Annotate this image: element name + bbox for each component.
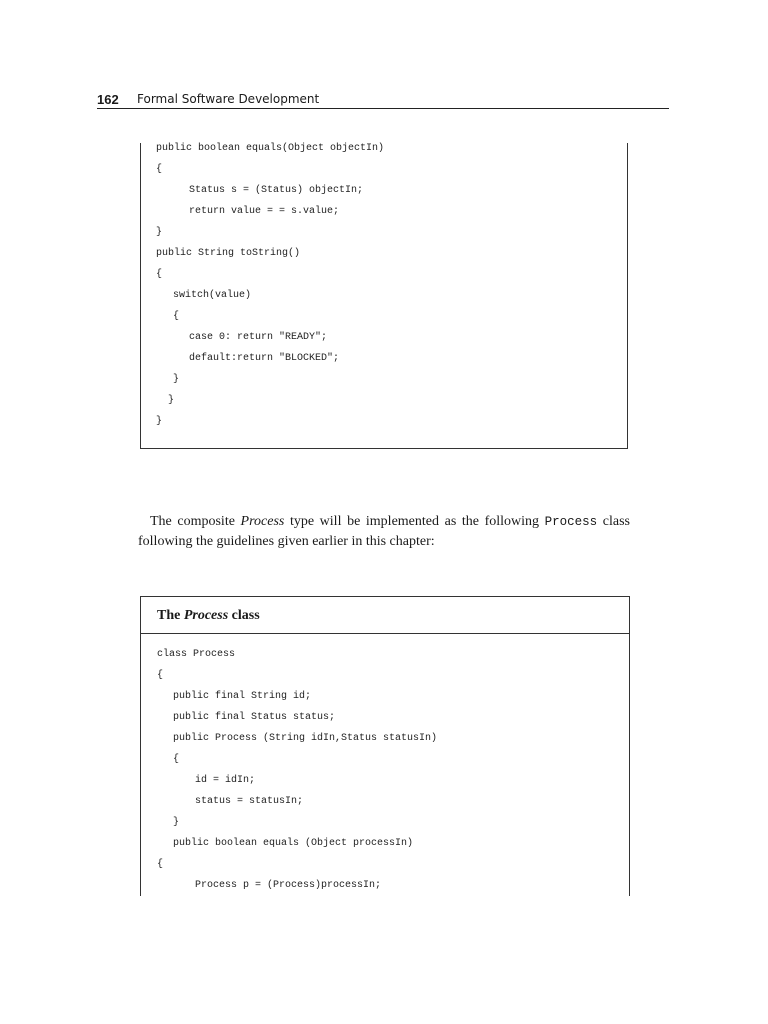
listing-title xyxy=(157,608,260,624)
running-title: Formal Software Development xyxy=(137,92,320,106)
paragraph-emphasis: Process xyxy=(240,514,285,529)
paragraph-text: class following the guidelines given earlier in this chapter: xyxy=(138,514,630,549)
code-line: { xyxy=(173,311,180,322)
code-line: } xyxy=(173,817,180,828)
code-listing-continued xyxy=(140,143,628,449)
page-number: 162 xyxy=(97,92,119,107)
code-line: { xyxy=(156,269,163,280)
paragraph-text: The composite xyxy=(150,514,241,529)
code-line: { xyxy=(157,670,164,681)
paragraph-text: type will be implemented as the following xyxy=(284,514,545,529)
body-paragraph xyxy=(138,512,630,552)
code-line: public Process (String idIn,Status statusIn) xyxy=(173,733,438,744)
code-line: id = idIn; xyxy=(195,775,256,786)
code-line: default:return "BLOCKED"; xyxy=(189,353,340,364)
code-line: public boolean equals (Object processIn) xyxy=(173,838,414,849)
code-line: } xyxy=(156,227,163,238)
code-line: public final Status status; xyxy=(173,712,336,723)
paragraph-code: Process xyxy=(544,515,598,529)
listing-title-prefix: The xyxy=(157,608,184,623)
code-line: status = statusIn; xyxy=(195,796,304,807)
code-line: Process p = (Process)processIn; xyxy=(195,880,382,891)
code-line: public String toString() xyxy=(156,248,301,259)
code-line: public boolean equals(Object objectIn) xyxy=(156,143,385,154)
code-line: case 0: return "READY"; xyxy=(189,332,328,343)
code-line: { xyxy=(156,164,163,175)
listing-title-suffix: class xyxy=(228,608,260,623)
code-line: { xyxy=(157,859,164,870)
code-line: return value = = s.value; xyxy=(189,206,340,217)
code-line: } xyxy=(168,395,175,406)
code-line: Status s = (Status) objectIn; xyxy=(189,185,364,196)
code-line: switch(value) xyxy=(173,290,252,301)
code-line: public final String id; xyxy=(173,691,312,702)
code-line: class Process xyxy=(157,649,236,660)
running-header xyxy=(97,92,669,109)
code-line: } xyxy=(173,374,180,385)
listing-title-bar xyxy=(141,597,629,634)
process-class-listing xyxy=(140,596,630,896)
code-line: } xyxy=(156,416,163,427)
listing-title-emphasis: Process xyxy=(183,608,229,623)
code-line: { xyxy=(173,754,180,765)
